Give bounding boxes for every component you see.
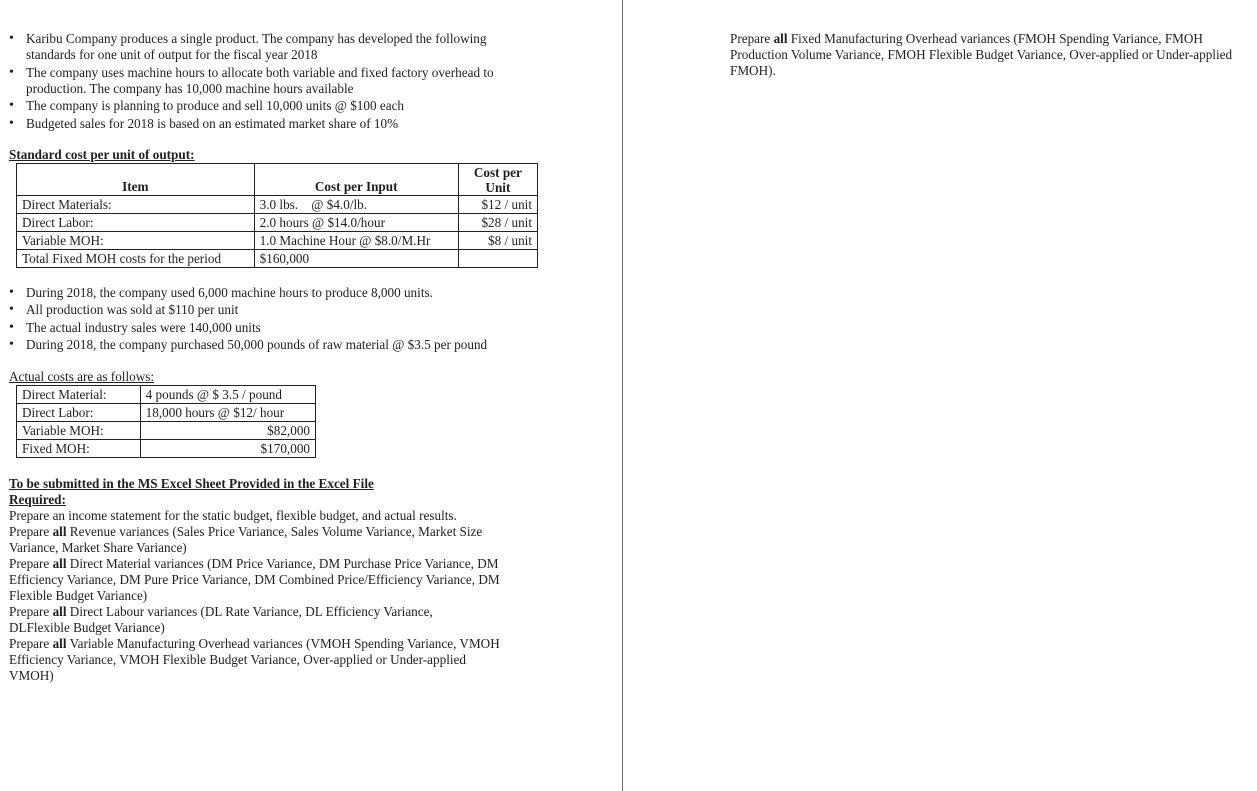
table-row: [17, 404, 316, 422]
cell-item: Direct Labor:: [17, 213, 255, 231]
left-column: [9, 31, 614, 684]
cell-value: 18,000 hours @ $12/ hour: [140, 404, 315, 422]
vmoh-requirement: [9, 636, 509, 684]
all-word: all: [52, 524, 67, 539]
header-cost-per-unit-line2: Unit: [485, 179, 511, 195]
prepare-word: Prepare: [730, 31, 771, 46]
fmoh-requirement: [730, 31, 1242, 79]
dm-text: Direct Material variances (DM Price Variance, DM Purchase Price Variance, DM Efficiency Variance, DM Pure Price Variance, DM Combined Price/Efficiency Variance, DM Flexible Budget Variance): [9, 556, 500, 603]
cell-unit: $28 / unit: [458, 213, 537, 231]
cell-unit: $8 / unit: [458, 231, 537, 249]
prepare-word: Prepare: [9, 556, 50, 571]
list-item: • During 2018, the company purchased 50,000 pounds of raw material @ $3.5 per pound: [9, 337, 489, 353]
table-row: [17, 422, 316, 440]
all-word: all: [52, 556, 67, 571]
header-cost-per-input: Cost per Input: [254, 163, 458, 195]
all-word: all: [52, 636, 67, 651]
cell-item: Variable MOH:: [17, 422, 141, 440]
cell-item: Variable MOH:: [17, 231, 255, 249]
list-item: • The company uses machine hours to allocate both variable and fixed factory overhead to production. The company has 10,000 machine hours available: [9, 65, 519, 97]
prepare-word: Prepare: [9, 604, 50, 619]
required-heading: Required:: [9, 492, 66, 507]
table-row: [17, 213, 538, 231]
standard-cost-table: [16, 163, 538, 268]
cell-input: 3.0 lbs. @ $4.0/lb.: [254, 195, 458, 213]
all-word: all: [773, 31, 788, 46]
actual-costs-table: [16, 385, 316, 458]
cell-item: Direct Labor:: [17, 404, 141, 422]
requirements-section: [9, 476, 519, 684]
table-row: [17, 231, 538, 249]
submit-heading: To be submitted in the MS Excel Sheet Provided in the Excel File: [9, 476, 374, 491]
vmoh-text: Variable Manufacturing Overhead variances (VMOH Spending Variance, VMOH Efficiency Variance, VMOH Flexible Budget Variance, Over-applied or Under-applied VMOH): [9, 636, 500, 683]
list-item: • During 2018, the company used 6,000 machine hours to produce 8,000 units.: [9, 285, 489, 301]
prepare-word: Prepare: [9, 636, 50, 651]
table-row: [17, 386, 316, 404]
dl-text: Direct Labour variances (DL Rate Variance, DL Efficiency Variance, DLFlexible Budget Variance): [9, 604, 433, 635]
list-item: • The company is planning to produce and sell 10,000 units @ $100 each: [9, 98, 519, 114]
cell-input: 2.0 hours @ $14.0/hour: [254, 213, 458, 231]
revenue-text: Revenue variances (Sales Price Variance, Sales Volume Variance, Market Size Variance, Market Share Variance): [9, 524, 483, 555]
cell-item: Total Fixed MOH costs for the period: [17, 249, 255, 267]
actual-facts-bullet-list: [9, 285, 489, 354]
all-word: all: [52, 604, 67, 619]
table-row: [17, 249, 538, 267]
table-row: [17, 195, 538, 213]
column-divider: [622, 0, 623, 791]
dl-requirement: [9, 604, 479, 636]
table-row: [17, 440, 316, 458]
cell-item: Direct Materials:: [17, 195, 255, 213]
revenue-requirement: [9, 524, 519, 556]
cell-item: Direct Material:: [17, 386, 141, 404]
income-statement-text: Prepare an income statement for the static budget, flexible budget, and actual results.: [9, 508, 457, 523]
cell-unit: $12 / unit: [458, 195, 537, 213]
dm-requirement: [9, 556, 519, 604]
cell-value: $170,000: [140, 440, 315, 458]
actual-costs-heading: Actual costs are as follows:: [9, 369, 155, 384]
list-item: • All production was sold at $110 per unit: [9, 302, 489, 318]
list-item: • Karibu Company produces a single product. The company has developed the following standards for one unit of output for the fiscal year 2018: [9, 31, 519, 63]
cell-value: $82,000: [140, 422, 315, 440]
right-column: [730, 31, 1242, 79]
list-item: • The actual industry sales were 140,000 units: [9, 320, 489, 336]
header-cost-per-unit: [458, 163, 537, 195]
cell-input: 1.0 Machine Hour @ $8.0/M.Hr: [254, 231, 458, 249]
header-item: Item: [17, 163, 255, 195]
standard-cost-heading: Standard cost per unit of output:: [9, 146, 195, 162]
cell-unit: [458, 249, 537, 267]
cell-input: $160,000: [254, 249, 458, 267]
intro-bullet-list: [9, 31, 519, 132]
cell-item: Fixed MOH:: [17, 440, 141, 458]
cell-value: 4 pounds @ $ 3.5 / pound: [140, 386, 315, 404]
prepare-word: Prepare: [9, 524, 50, 539]
table-header-row: [17, 163, 538, 195]
header-cost-per-unit-line1: Cost per: [473, 164, 522, 180]
list-item: • Budgeted sales for 2018 is based on an estimated market share of 10%: [9, 116, 519, 132]
fmoh-text: Fixed Manufacturing Overhead variances (FMOH Spending Variance, FMOH Production Volume Variance, FMOH Flexible Budget Variance, Over-applied or Under-applied FMOH).: [730, 31, 1233, 78]
